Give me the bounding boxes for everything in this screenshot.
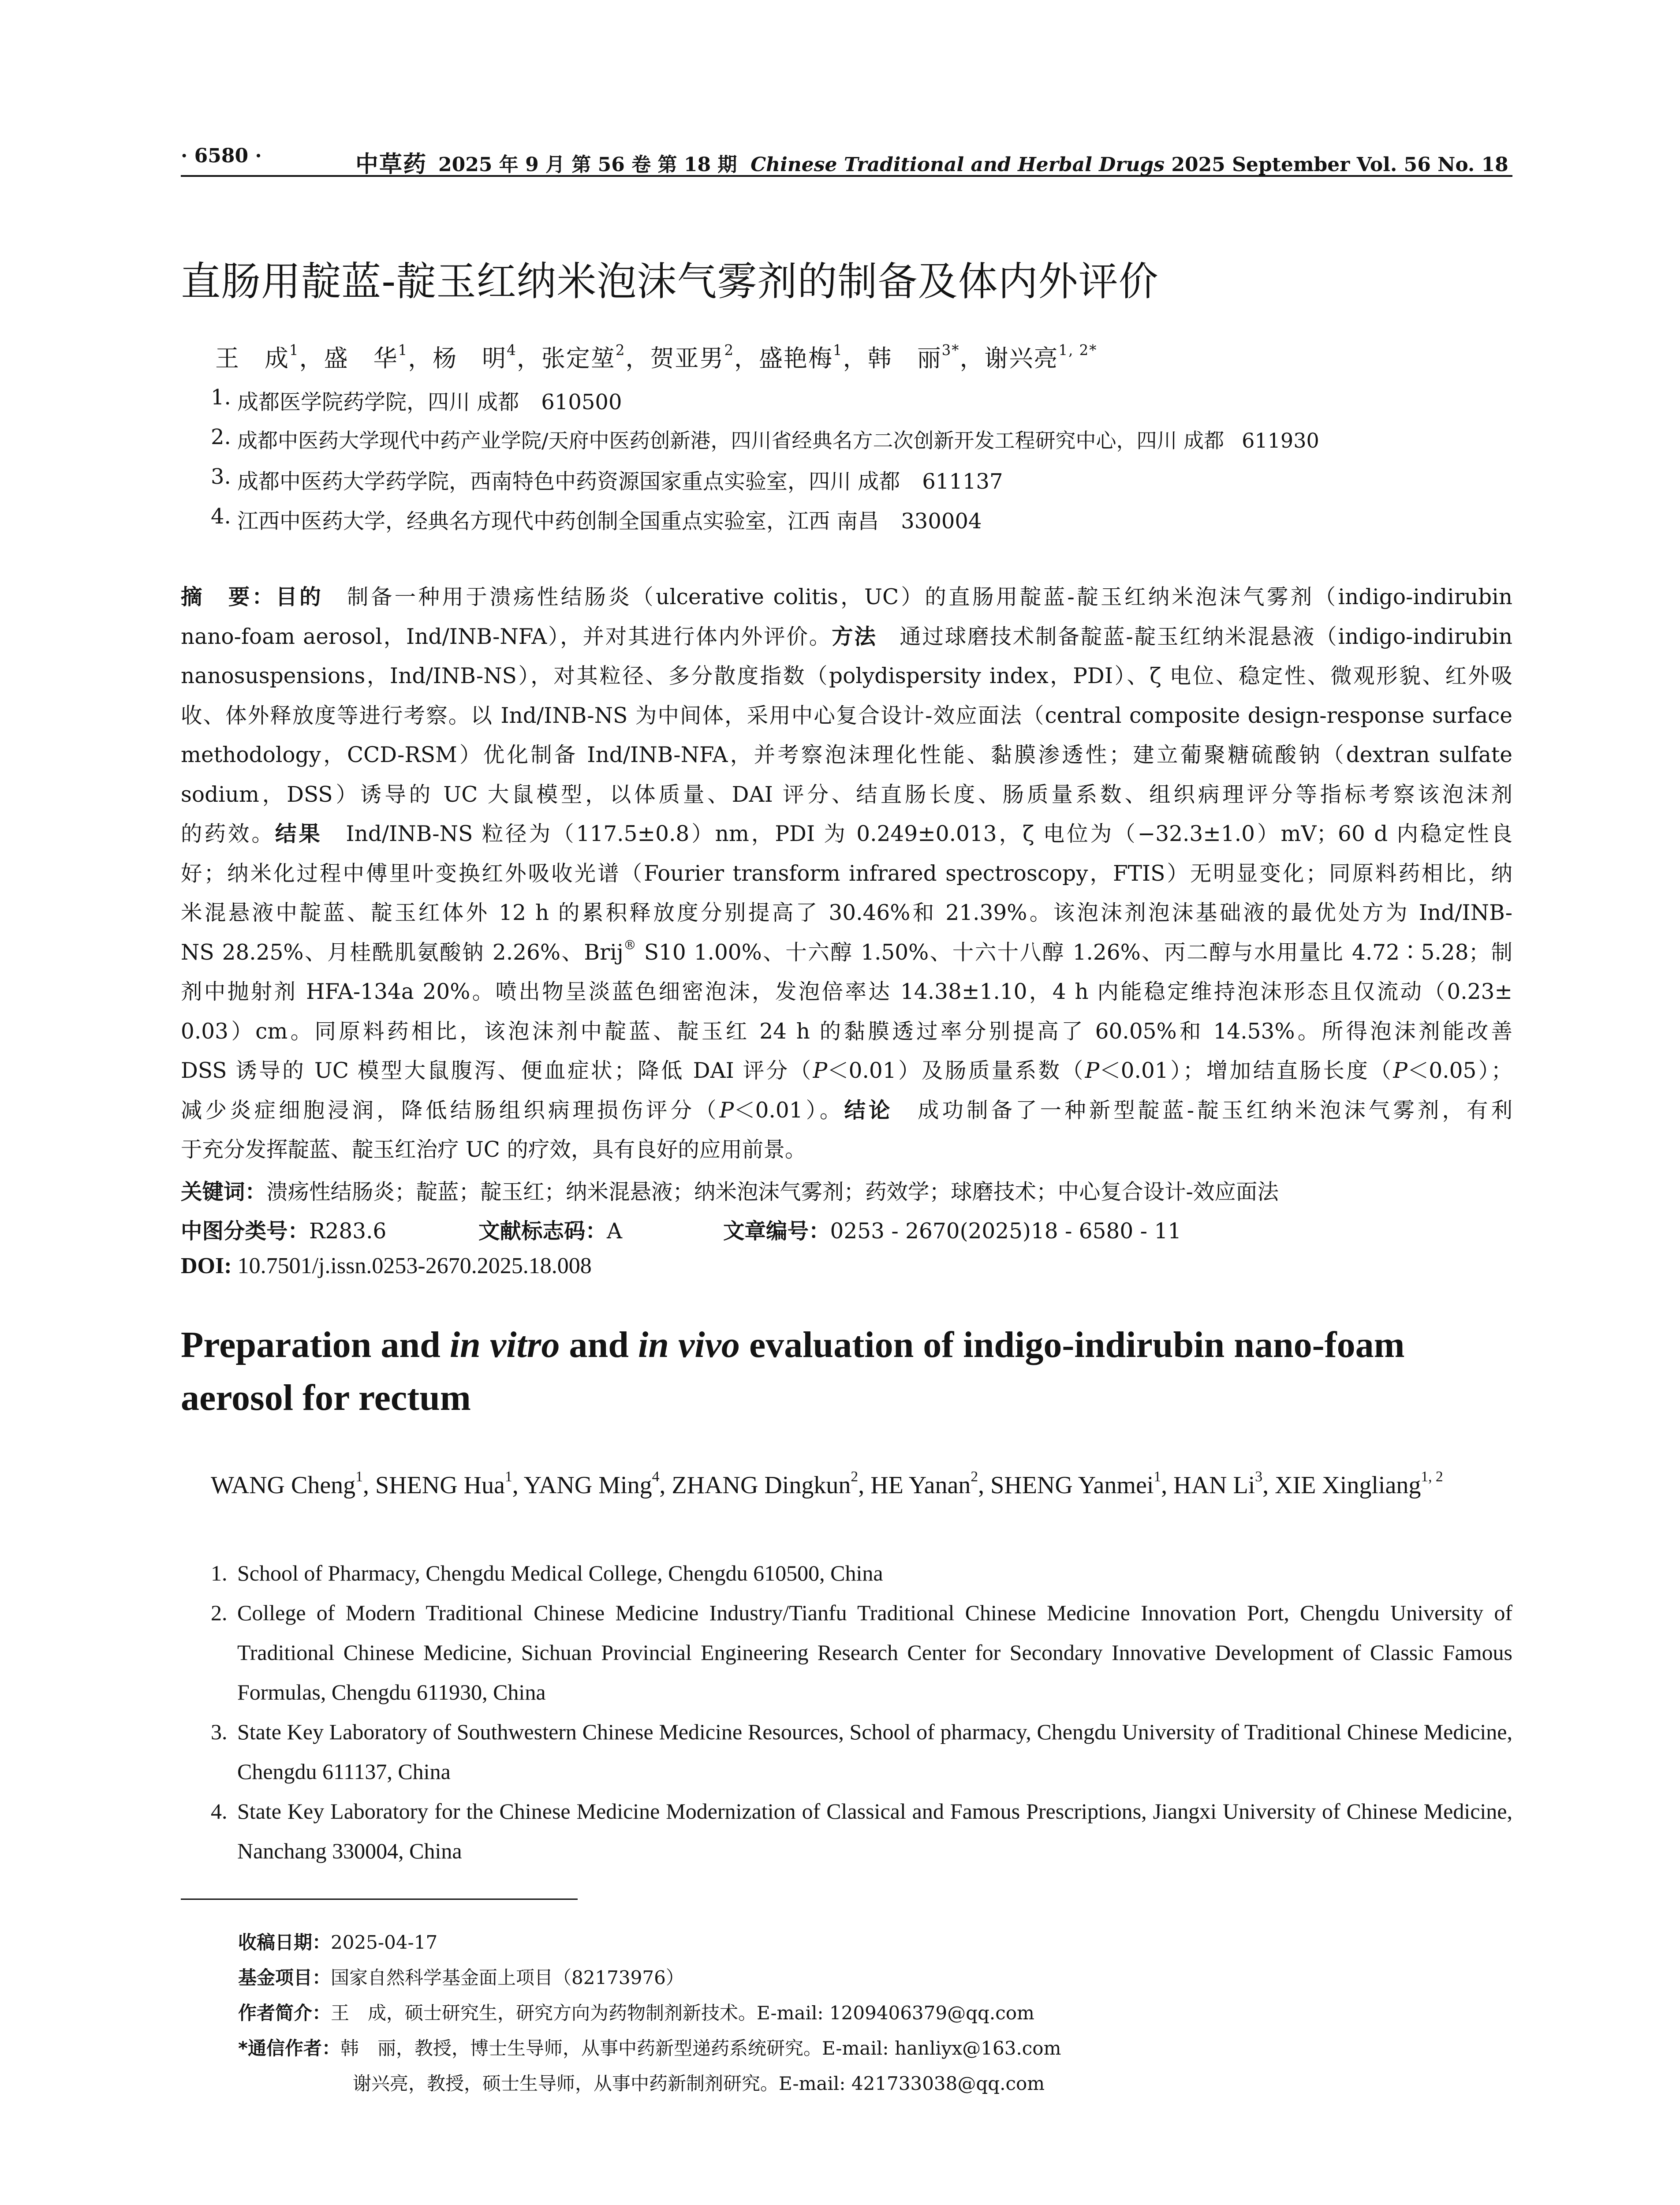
author-cn: 韩 丽 xyxy=(867,344,942,372)
clc-value: R283.6 xyxy=(309,1219,387,1244)
title-en-part: and xyxy=(560,1324,638,1365)
author-sup: 1 xyxy=(504,1469,512,1485)
author-sup: 4 xyxy=(507,342,517,359)
results-label: 结果 xyxy=(275,822,322,846)
abstract-line: sodium，DSS）诱导的 UC 大鼠模型，以体质量、DAI 评分、结直肠长度、肠质量系数、组织病理评分等指标考察该泡沫剂 xyxy=(181,782,1512,807)
article-number xyxy=(723,1214,1181,1245)
footnote-label: 作者简介： xyxy=(238,2002,331,2024)
footnote-label: *通信作者： xyxy=(238,2037,340,2059)
author-sup: 2 xyxy=(615,342,626,359)
header-rule xyxy=(181,175,1512,177)
affiliation-cn xyxy=(211,425,1512,456)
affiliation-text: State Key Laboratory for the Chinese Medicine Modernization of Classical and Famous Prescriptions, Jiangxi University of Chinese Medicine, Nanchang 330004, China xyxy=(237,1799,1512,1863)
title-en-italic: in vitro xyxy=(449,1324,560,1365)
affiliation-text xyxy=(237,464,1003,495)
author-sup: 1 xyxy=(1154,1469,1161,1485)
abstract-line: 收、体外释放度等进行考察。以 Ind/INB-NS 为中间体，采用中心复合设计-效应面法（central composite design-response surface xyxy=(181,703,1512,728)
affiliation-num: 1. xyxy=(211,385,231,410)
abstract-line: 米混悬液中靛蓝、靛玉红体外 12 h 的累积释放度分别提高了 30.46%和 21.39%。该泡沫剂泡沫基础液的最优处方为 Ind/INB- xyxy=(181,901,1512,925)
doc-code xyxy=(478,1214,622,1245)
footnote-text: 2025-04-17 xyxy=(331,1932,438,1953)
title-en xyxy=(181,1319,1512,1424)
author-cn: 贺亚男 xyxy=(650,344,724,372)
footnote-fund xyxy=(238,1963,684,1990)
article-number-label: 文章编号： xyxy=(723,1219,830,1244)
abstract-text: Ind/INB-NS 粒径为（117.5±0.8）nm，PDI 为 0.249±0.013，ζ 电位为（−32.3±1.0）mV；60 d 内稳定性良 xyxy=(346,822,1512,846)
doi-label: DOI: xyxy=(181,1253,232,1278)
journal-logo: 中草药 xyxy=(355,151,427,178)
author-en: SHENG Hua xyxy=(375,1472,505,1499)
author-cn: 谢兴亮 xyxy=(984,344,1059,372)
footnote-received xyxy=(238,1928,437,1955)
author-cn: 张定堃 xyxy=(541,344,616,372)
abstract-line xyxy=(181,815,1512,854)
p-value-symbol: P xyxy=(813,1058,828,1083)
keywords-label: 关键词： xyxy=(181,1180,267,1204)
author-en: SHENG Yanmei xyxy=(990,1472,1154,1499)
abstract-text: NS 28.25%、月桂酰肌氨酸钠 2.26%、Brij xyxy=(181,940,623,965)
journal-line xyxy=(355,145,1508,178)
abstract-text: S10 1.00%、十六醇 1.50%、十六十八醇 1.26%、丙二醇与水用量比 4.72∶5.28；制 xyxy=(636,940,1512,965)
journal-en: Chinese Traditional and Herbal Drugs xyxy=(750,153,1165,176)
abstract-cn xyxy=(181,578,1512,1170)
keywords-text: 溃疡性结肠炎；靛蓝；靛玉红；纳米混悬液；纳米泡沫气雾剂；药效学；球磨技术；中心复合设计-效应面法 xyxy=(266,1180,1279,1204)
author-en: HE Yanan xyxy=(870,1472,971,1499)
abstract-line xyxy=(181,1051,1512,1091)
affiliation-text: State Key Laboratory of Southwestern Chinese Medicine Resources, School of pharmacy, Chengdu University of Traditional Chinese Medicine, Chengdu 611137, China xyxy=(237,1719,1512,1784)
postal-code: 611930 xyxy=(1242,429,1319,452)
affiliation-name: 成都中医药大学现代中药产业学院/天府中医药创新港，四川省经典名方二次创新开发工程研究中心，四川 成都 xyxy=(237,429,1225,452)
author-cn: 盛艳梅 xyxy=(759,344,833,372)
footnote-text: 韩 丽，教授，博士生导师，从事中药新型递药系统研究。E-mail: hanliyx@163.com xyxy=(340,2037,1061,2059)
affiliation-en xyxy=(211,1712,1512,1791)
postal-code: 330004 xyxy=(901,509,982,534)
abstract-line: 好；纳米化过程中傅里叶变换红外吸收光谱（Fourier transform infrared spectroscopy，FTIS）无明显变化；同原料药相比，纳 xyxy=(181,861,1512,886)
title-en-part: Preparation and xyxy=(181,1324,450,1365)
issue-en: 2025 September Vol. 56 No. 18 xyxy=(1171,153,1508,176)
abstract-text: 制备一种用于溃疡性结肠炎（ulcerative colitis，UC）的直肠用靛蓝-靛玉红纳米泡沫气雾剂（indigo-indirubin xyxy=(347,585,1512,609)
doi xyxy=(181,1253,592,1279)
doc-code-value: A xyxy=(607,1219,623,1244)
abstract-line xyxy=(181,578,1512,617)
authors-en: WANG Cheng$^1$, SHENG Hua$^1$, YANG Ming$^4$, ZHANG Dingkun$^2$, HE Yanan$^2$, SHENG Yanmei$^1$, HAN Li$^3$, XIE Xingliang$^{1, 2}$ xyxy=(211,1469,1443,1499)
affiliation-cn xyxy=(211,504,1512,535)
author-sup: 4 xyxy=(652,1469,660,1485)
author-cn: 盛 华 xyxy=(324,344,398,372)
author-sup: 3 xyxy=(1255,1469,1263,1485)
author-sup: 2 xyxy=(851,1469,859,1485)
doi-link[interactable]: 10.7501/j.issn.0253-2670.2025.18.008 xyxy=(237,1253,592,1278)
abstract-text: ＜0.05）； xyxy=(1407,1058,1512,1083)
affiliation-num: 1. xyxy=(211,1561,228,1585)
author-en: WANG Cheng xyxy=(211,1472,356,1499)
abstract-text: ＜0.01）及肠质量系数（ xyxy=(827,1058,1085,1083)
objective-label: 目的 xyxy=(276,585,324,609)
affiliation-cn xyxy=(211,385,1512,416)
abstract-line: methodology，CCD-RSM）优化制备 Ind/INB-NFA，并考察泡沫理化性能、黏膜渗透性；建立葡聚糖硫酸钠（dextran sulfate xyxy=(181,743,1512,767)
author-sup: 1, 2 xyxy=(1421,1469,1443,1485)
conclusion-label: 结论 xyxy=(844,1098,893,1123)
affiliation-en xyxy=(211,1593,1512,1712)
doc-code-label: 文献标志码： xyxy=(478,1219,607,1244)
affiliation-name: 江西中医药大学，经典名方现代中药创制全国重点实验室，江西 南昌 xyxy=(237,509,879,534)
author-en: YANG Ming xyxy=(523,1472,652,1499)
affiliation-en xyxy=(211,1791,1512,1871)
affiliation-text: School of Pharmacy, Chengdu Medical College, Chengdu 610500, China xyxy=(237,1561,883,1585)
author-sup: 3* xyxy=(941,342,960,359)
abstract-text: DSS 诱导的 UC 模型大鼠腹泻、便血症状；降低 DAI 评分（ xyxy=(181,1058,813,1083)
affiliation-cn xyxy=(211,464,1512,495)
authors-cn: 王 成$^1$，盛 华$^1$，杨 明$^4$，张定堃$^2$，贺亚男$^2$，盛艳梅$^1$，韩 丽$^{3*}$，谢兴亮$^{1, 2*}$ xyxy=(215,342,1098,372)
clc-label: 中图分类号： xyxy=(181,1219,310,1244)
footnote-bio xyxy=(238,1999,1034,2025)
abstract-text: 减少炎症细胞浸润，降低结肠组织病理损伤评分（ xyxy=(181,1098,720,1123)
author-sup: 1 xyxy=(398,342,408,359)
affiliation-num: 2. xyxy=(211,1600,228,1625)
keywords xyxy=(181,1174,1279,1205)
footnote-correspondence xyxy=(238,2034,1061,2060)
abstract-line: 于充分发挥靛蓝、靛玉红治疗 UC 的疗效，具有良好的应用前景。 xyxy=(181,1137,806,1162)
affiliation-num: 2. xyxy=(211,425,231,449)
abstract-line: 剂中抛射剂 HFA-134a 20%。喷出物呈淡蓝色细密泡沫，发泡倍率达 14.38±1.10，4 h 内能稳定维持泡沫形态且仅流动（0.23± xyxy=(181,979,1512,1004)
postal-code: 610500 xyxy=(541,390,622,415)
classification-line xyxy=(181,1214,386,1245)
abstract-label: 摘 要： xyxy=(181,585,276,609)
author-sup: 1, 2* xyxy=(1058,342,1098,359)
affiliation-text xyxy=(237,385,622,415)
title-en-part: aerosol for rectum xyxy=(181,1377,471,1418)
title-cn: 直肠用靛蓝-靛玉红纳米泡沫气雾剂的制备及体内外评价 xyxy=(181,258,1159,305)
footnote-text: 王 成，硕士研究生，研究方向为药物制剂新技术。E-mail: 1209406379@qq.com xyxy=(331,2002,1034,2024)
abstract-line xyxy=(181,1091,1512,1131)
affiliation-name: 成都中医药大学药学院，西南特色中药资源国家重点实验室，四川 成都 xyxy=(237,469,900,494)
footnote-label: 收稿日期： xyxy=(238,1932,331,1953)
methods-label: 方法 xyxy=(832,624,877,649)
affiliation-en xyxy=(211,1553,1512,1593)
abstract-line xyxy=(181,617,1512,657)
author-en: XIE Xingliang xyxy=(1275,1472,1421,1499)
affiliation-text xyxy=(237,425,1319,454)
affiliation-num: 4. xyxy=(211,504,231,529)
author-sup: 2 xyxy=(971,1469,978,1485)
author-cn: 杨 明 xyxy=(433,344,507,372)
abstract-text: 的药效。 xyxy=(181,822,275,846)
affiliation-text: College of Modern Traditional Chinese Medicine Industry/Tianfu Traditional Chinese Medicine Innovation Port, Chengdu University of Traditional Chinese Medicine, Sichuan Provincial Engineering Research Center for Secondary Innovative Development of Classic Famous Formulas, Chengdu 611930, China xyxy=(237,1600,1512,1704)
abstract-text: 通过球磨技术制备靛蓝-靛玉红纳米混悬液（indigo-indirubin xyxy=(900,624,1512,649)
abstract-text: 成功制备了一种新型靛蓝-靛玉红纳米泡沫气雾剂，有利 xyxy=(918,1098,1512,1123)
author-sup: 1 xyxy=(289,342,299,359)
p-value-symbol: P xyxy=(1085,1058,1100,1083)
affiliation-text xyxy=(237,504,982,534)
p-value-symbol: P xyxy=(719,1098,734,1123)
footnote-label: 基金项目： xyxy=(238,1967,331,1988)
affiliation-num: 4. xyxy=(211,1799,228,1824)
author-sup: 1 xyxy=(355,1469,363,1485)
abstract-text: ＜0.01）。 xyxy=(734,1098,844,1123)
abstract-line xyxy=(181,933,1512,973)
abstract-line: 0.03）cm。同原料药相比，该泡沫剂中靛蓝、靛玉红 24 h 的黏膜透过率分别提高了 60.05%和 14.53%。所得泡沫剂能改善 xyxy=(181,1019,1512,1044)
title-en-part: evaluation of indigo-indirubin nano-foam xyxy=(739,1324,1405,1365)
abstract-line: nanosuspensions，Ind/INB-NS），对其粒径、多分散度指数（polydispersity index，PDI）、ζ 电位、稳定性、微观形貌、红外吸 xyxy=(181,664,1512,688)
postal-code: 611137 xyxy=(922,469,1003,494)
page-number: · 6580 · xyxy=(181,145,262,167)
author-sup: 2 xyxy=(724,342,735,359)
p-value-symbol: P xyxy=(1393,1058,1407,1083)
author-cn: 王 成 xyxy=(215,344,289,372)
author-en: ZHANG Dingkun xyxy=(672,1472,851,1499)
affiliation-name: 成都医学院药学院，四川 成都 xyxy=(237,390,519,415)
abstract-text: ＜0.01）；增加结直肠长度（ xyxy=(1099,1058,1393,1083)
author-en: HAN Li xyxy=(1173,1472,1255,1499)
footnote-correspondence-2 xyxy=(353,2069,1045,2096)
affiliation-num: 3. xyxy=(211,464,231,489)
footnote-rule xyxy=(181,1899,578,1900)
running-header xyxy=(181,142,1512,178)
abstract-text: nano-foam aerosol，Ind/INB-NFA），并对其进行体内外评价。 xyxy=(181,624,832,649)
author-sup: 1 xyxy=(833,342,843,359)
affiliation-num: 3. xyxy=(211,1719,228,1744)
registered-mark: ® xyxy=(623,937,636,953)
issue-cn: 2025 年 9 月 第 56 卷 第 18 期 xyxy=(438,153,737,176)
article-number-value: 0253 - 2670(2025)18 - 6580 - 11 xyxy=(830,1219,1182,1244)
title-en-italic: in vivo xyxy=(638,1324,740,1365)
footnote-text: 谢兴亮，教授，硕士生导师，从事中药新制剂研究。E-mail: 421733038@qq.com xyxy=(353,2073,1045,2094)
footnote-text: 国家自然科学基金面上项目（82173976） xyxy=(331,1967,684,1988)
